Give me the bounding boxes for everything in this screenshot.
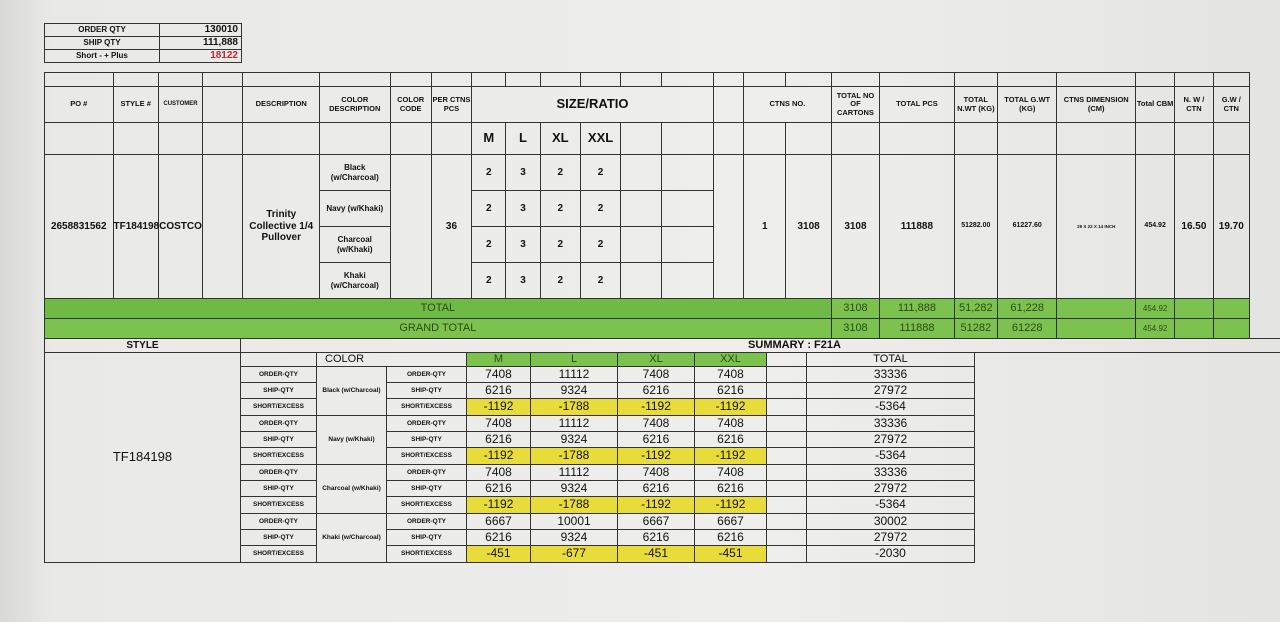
order-dim: 29 X 22 X 14 INCH bbox=[1057, 155, 1136, 299]
cell-total: 33336 bbox=[807, 465, 975, 481]
order-per-ctn: 36 bbox=[431, 155, 471, 299]
row-label: ORDER-QTY bbox=[241, 367, 317, 383]
order-pcs: 111888 bbox=[880, 155, 955, 299]
total-nwt: 51,282 bbox=[954, 299, 997, 319]
cell: -677 bbox=[531, 546, 618, 563]
order-qty-value: 130010 bbox=[160, 24, 242, 37]
cell: 7408 bbox=[695, 465, 767, 481]
order-description: Trinity Collective 1/4 Pullover bbox=[243, 155, 320, 299]
order-nw-ctn: 16.50 bbox=[1175, 155, 1213, 299]
cell: 6216 bbox=[467, 432, 531, 448]
cell: -1192 bbox=[618, 448, 695, 465]
header-style: STYLE # bbox=[113, 87, 158, 123]
ratio-0-xl: 2 bbox=[540, 155, 580, 191]
cell: -1788 bbox=[531, 399, 618, 416]
cell: 7408 bbox=[618, 416, 695, 432]
ratio-3-m: 2 bbox=[472, 263, 506, 299]
size-xl: XL bbox=[540, 123, 580, 155]
cell: 6216 bbox=[695, 383, 767, 399]
cell: -451 bbox=[467, 546, 531, 563]
header-total-nwt: TOTAL N.WT (KG) bbox=[954, 87, 997, 123]
size-xxl: XXL bbox=[580, 123, 620, 155]
ratio-1-xl: 2 bbox=[540, 191, 580, 227]
summary-size-xxl: XXL bbox=[695, 353, 767, 367]
header-description: DESCRIPTION bbox=[243, 87, 320, 123]
cell-total: 33336 bbox=[807, 416, 975, 432]
row-label: SHIP-QTY bbox=[387, 432, 467, 448]
cell: 6216 bbox=[695, 432, 767, 448]
summary-color-label: COLOR bbox=[317, 353, 467, 367]
total-gwt: 61,228 bbox=[997, 299, 1056, 319]
cell: -451 bbox=[695, 546, 767, 563]
cell: 6216 bbox=[618, 481, 695, 497]
row-label: SHORT/EXCESS bbox=[241, 546, 317, 563]
cell: 7408 bbox=[467, 416, 531, 432]
ratio-2-l: 3 bbox=[506, 227, 540, 263]
ship-qty-value: 111,888 bbox=[160, 37, 242, 50]
cell-total: -5364 bbox=[807, 399, 975, 416]
header-gw-ctn: G.W / CTN bbox=[1213, 87, 1249, 123]
cell: -1192 bbox=[467, 399, 531, 416]
row-label: SHIP-QTY bbox=[241, 432, 317, 448]
header-customer: CUSTOMER bbox=[158, 87, 202, 123]
cell: -1192 bbox=[618, 497, 695, 514]
cell: 6216 bbox=[618, 432, 695, 448]
order-nwt: 51282.00 bbox=[954, 155, 997, 299]
cell: 7408 bbox=[467, 465, 531, 481]
cell: 10001 bbox=[531, 514, 618, 530]
cell-total: 27972 bbox=[807, 481, 975, 497]
packing-table bbox=[44, 72, 1250, 339]
color-row-2: Charcoal (w/Khaki) bbox=[320, 227, 391, 263]
cell: 6216 bbox=[618, 530, 695, 546]
summary-color-2: Charcoal (w/Khaki) bbox=[317, 465, 387, 514]
row-label: SHORT/EXCESS bbox=[241, 497, 317, 514]
order-ctn-to: 3108 bbox=[786, 155, 831, 299]
header-nw-ctn: N. W / CTN bbox=[1175, 87, 1213, 123]
order-customer: COSTCO bbox=[158, 155, 202, 299]
cell: 9324 bbox=[531, 530, 618, 546]
ratio-1-m: 2 bbox=[472, 191, 506, 227]
cell: 6667 bbox=[695, 514, 767, 530]
cell-total: 30002 bbox=[807, 514, 975, 530]
row-label: SHORT/EXCESS bbox=[387, 448, 467, 465]
order-gw-ctn: 19.70 bbox=[1213, 155, 1249, 299]
cell-total: -2030 bbox=[807, 546, 975, 563]
header-color-desc: COLOR DESCRIPTION bbox=[320, 87, 391, 123]
order-ctn-from: 1 bbox=[744, 155, 786, 299]
row-label: ORDER-QTY bbox=[241, 416, 317, 432]
row-label: ORDER-QTY bbox=[387, 367, 467, 383]
total-cartons: 3108 bbox=[831, 299, 879, 319]
cell: -1192 bbox=[467, 448, 531, 465]
cell: -1788 bbox=[531, 497, 618, 514]
row-label: SHIP-QTY bbox=[241, 530, 317, 546]
cell: 9324 bbox=[531, 481, 618, 497]
ratio-0-l: 3 bbox=[506, 155, 540, 191]
order-cbm: 454.92 bbox=[1136, 155, 1175, 299]
order-cartons: 3108 bbox=[831, 155, 879, 299]
total-label: TOTAL bbox=[45, 299, 832, 319]
ship-qty-label: SHIP QTY bbox=[45, 37, 160, 50]
grand-total-cartons: 3108 bbox=[831, 319, 879, 339]
header-per-ctns: PER CTNS PCS bbox=[431, 87, 471, 123]
grand-total-label: GRAND TOTAL bbox=[45, 319, 832, 339]
summary-size-xl: XL bbox=[618, 353, 695, 367]
cell: 6216 bbox=[467, 481, 531, 497]
row-label: SHIP-QTY bbox=[387, 530, 467, 546]
cell: 6216 bbox=[618, 383, 695, 399]
cell: -1192 bbox=[695, 448, 767, 465]
row-label: SHORT/EXCESS bbox=[387, 497, 467, 514]
cell: 6216 bbox=[467, 530, 531, 546]
cell: -1192 bbox=[618, 399, 695, 416]
header-total-cartons: TOTAL NO OF CARTONS bbox=[831, 87, 879, 123]
header-ctns-dim: CTNS DIMENSION (CM) bbox=[1057, 87, 1136, 123]
short-value: 18122 bbox=[160, 50, 242, 63]
order-qty-label: ORDER QTY bbox=[45, 24, 160, 37]
cell: -1192 bbox=[695, 399, 767, 416]
grand-total-pcs: 111888 bbox=[880, 319, 955, 339]
summary-color-3: Khaki (w/Charcoal) bbox=[317, 514, 387, 563]
row-label: SHORT/EXCESS bbox=[387, 399, 467, 416]
row-label: ORDER-QTY bbox=[241, 465, 317, 481]
ratio-0-xxl: 2 bbox=[580, 155, 620, 191]
cell-total: -5364 bbox=[807, 448, 975, 465]
row-label: SHORT/EXCESS bbox=[241, 399, 317, 416]
color-row-3: Khaki (w/Charcoal) bbox=[320, 263, 391, 299]
cell: 7408 bbox=[618, 367, 695, 383]
cell: 7408 bbox=[467, 367, 531, 383]
cell: 7408 bbox=[618, 465, 695, 481]
color-row-1: Navy (w/Khaki) bbox=[320, 191, 391, 227]
header-po: PO # bbox=[45, 87, 114, 123]
ratio-2-xxl: 2 bbox=[580, 227, 620, 263]
total-row bbox=[45, 299, 1250, 319]
grand-total-nwt: 51282 bbox=[954, 319, 997, 339]
summary-style-label: STYLE bbox=[45, 339, 241, 353]
header-size-ratio: SIZE/RATIO bbox=[472, 87, 714, 123]
header-ctns-no: CTNS NO. bbox=[744, 87, 832, 123]
size-m: M bbox=[472, 123, 506, 155]
summary-table bbox=[44, 338, 1280, 563]
cell: 6216 bbox=[695, 481, 767, 497]
grand-total-cbm: 454.92 bbox=[1136, 319, 1175, 339]
cell-total: 27972 bbox=[807, 530, 975, 546]
summary-style: TF184198 bbox=[45, 353, 241, 563]
row-label: SHIP-QTY bbox=[241, 383, 317, 399]
order-po: 2658831562 bbox=[45, 155, 114, 299]
cell: 9324 bbox=[531, 432, 618, 448]
cell: 6667 bbox=[618, 514, 695, 530]
cell: -1788 bbox=[531, 448, 618, 465]
header-total-gwt: TOTAL G.WT (KG) bbox=[997, 87, 1056, 123]
size-l: L bbox=[506, 123, 540, 155]
row-label: SHORT/EXCESS bbox=[387, 546, 467, 563]
row-label: SHIP-QTY bbox=[241, 481, 317, 497]
order-gwt: 61227.60 bbox=[997, 155, 1056, 299]
cell: 7408 bbox=[695, 367, 767, 383]
row-label: SHORT/EXCESS bbox=[241, 448, 317, 465]
cell: 6216 bbox=[695, 530, 767, 546]
cell: 6667 bbox=[467, 514, 531, 530]
cell: 9324 bbox=[531, 383, 618, 399]
ratio-2-m: 2 bbox=[472, 227, 506, 263]
summary-size-l: L bbox=[531, 353, 618, 367]
summary-title: SUMMARY : F21A bbox=[241, 339, 1280, 353]
cell-total: 27972 bbox=[807, 383, 975, 399]
cell: -1192 bbox=[467, 497, 531, 514]
summary-color-1: Navy (w/Khaki) bbox=[317, 416, 387, 465]
row-label: SHIP-QTY bbox=[387, 481, 467, 497]
ratio-0-m: 2 bbox=[472, 155, 506, 191]
short-label: Short - + Plus bbox=[45, 50, 160, 63]
grand-total-gwt: 61228 bbox=[997, 319, 1056, 339]
ratio-1-l: 3 bbox=[506, 191, 540, 227]
total-cbm: 454.92 bbox=[1136, 299, 1175, 319]
ratio-3-xl: 2 bbox=[540, 263, 580, 299]
cell-total: 33336 bbox=[807, 367, 975, 383]
cell-total: 27972 bbox=[807, 432, 975, 448]
cell: -451 bbox=[618, 546, 695, 563]
grand-total-row bbox=[45, 319, 1250, 339]
summary-total-label: TOTAL bbox=[807, 353, 975, 367]
header-total-cbm: Total CBM bbox=[1136, 87, 1175, 123]
row-label: ORDER-QTY bbox=[387, 465, 467, 481]
cell-total: -5364 bbox=[807, 497, 975, 514]
cell: 11112 bbox=[531, 416, 618, 432]
ratio-1-xxl: 2 bbox=[580, 191, 620, 227]
row-label: ORDER-QTY bbox=[387, 514, 467, 530]
row-label: SHIP-QTY bbox=[387, 383, 467, 399]
cell: 11112 bbox=[531, 367, 618, 383]
cell: -1192 bbox=[695, 497, 767, 514]
cell: 7408 bbox=[695, 416, 767, 432]
header-total-pcs: TOTAL PCS bbox=[880, 87, 955, 123]
summary-color-0: Black (w/Charcoal) bbox=[317, 367, 387, 416]
total-pcs: 111,888 bbox=[880, 299, 955, 319]
summary-size-m: M bbox=[467, 353, 531, 367]
color-row-0: Black (w/Charcoal) bbox=[320, 155, 391, 191]
ratio-3-xxl: 2 bbox=[580, 263, 620, 299]
top-summary-table bbox=[44, 23, 242, 63]
cell: 6216 bbox=[467, 383, 531, 399]
ratio-3-l: 3 bbox=[506, 263, 540, 299]
row-label: ORDER-QTY bbox=[241, 514, 317, 530]
row-label: ORDER-QTY bbox=[387, 416, 467, 432]
header-color-code: COLOR CODE bbox=[390, 87, 431, 123]
ratio-2-xl: 2 bbox=[540, 227, 580, 263]
cell: 11112 bbox=[531, 465, 618, 481]
order-style: TF184198 bbox=[113, 155, 158, 299]
